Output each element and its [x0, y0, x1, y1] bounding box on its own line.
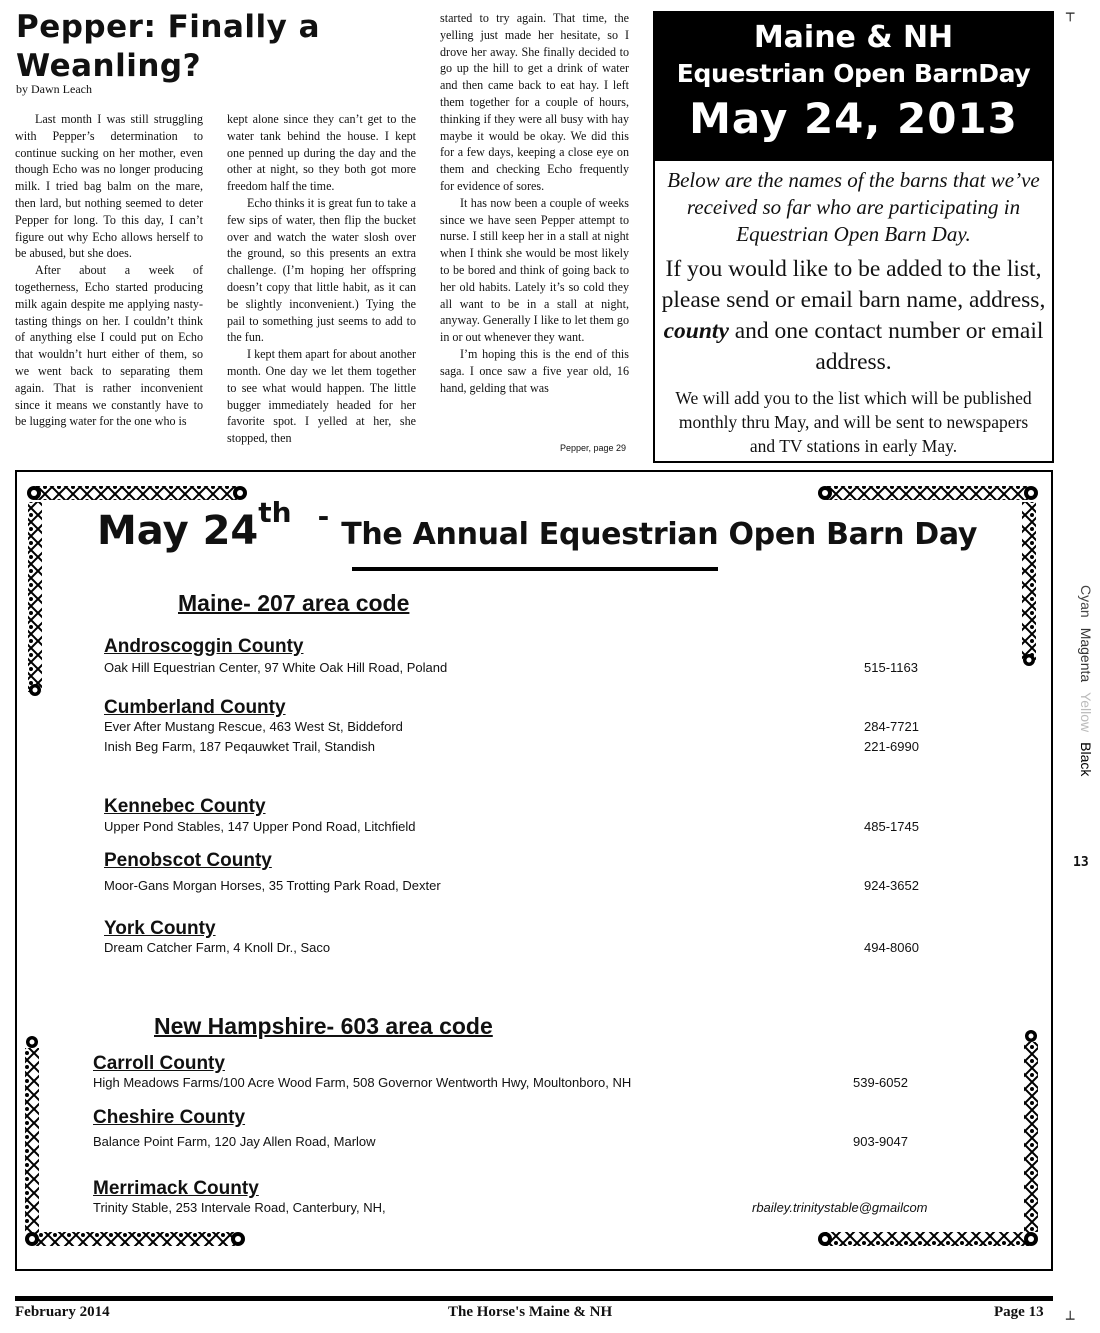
barn-phone: 515-1163 [864, 660, 918, 675]
listing-title-ordinal: th [258, 496, 292, 529]
county-heading: Cumberland County [104, 697, 286, 718]
notice-publish-info [655, 386, 1052, 458]
notice-header-date: May 24, 2013 [689, 94, 1018, 143]
barn-entry: Trinity Stable, 253 Intervale Road, Canterbury, NH, [93, 1200, 386, 1215]
barn-phone: 494-8060 [864, 940, 919, 955]
article-paragraph: It has now been a couple of weeks since we have seen Pepper attempt to nurse. I still keep her in a stall at night when I think she would be most likely to be bored and think of going back to her old habits. Lately it’s so cold they all want to be in a stall at night, anyway. Generally I like to let them go in or out whenever they want. [440, 195, 629, 345]
notice-publish-line: and TV stations in early May. [749, 436, 958, 456]
plate-magenta: Magenta [1078, 627, 1094, 683]
notice-instructions-start: If you would like to be added to the list, please send or email barn name, address, [661, 256, 1046, 313]
continued-on-page: Pepper, page 29 [560, 443, 627, 453]
barn-entry: Inish Beg Farm, 187 Peqauwket Trail, Standish [104, 739, 375, 754]
plate-cyan: Cyan [1078, 585, 1094, 618]
margin-page-number: 13 [1073, 855, 1089, 870]
ornament-bottom-right-icon [815, 1026, 1047, 1256]
listing-title-name: The Annual Equestrian Open Barn Day [341, 517, 978, 552]
open-barn-day-notice [653, 11, 1054, 463]
county-heading: Merrimack County [93, 1178, 259, 1199]
article-paragraph: After about a week of togetherness, Echo started producing milk again despite me applying nasty-tasting things on her. I couldn’t think of anything else I could put on Echo that wouldn’t hurt either of them, so we went back to separating them again. That is rather inconvenient since it means we constantly have to be lugging water for the one who is [15, 263, 203, 429]
barn-phone: 924-3652 [864, 878, 919, 893]
notice-instructions [655, 254, 1052, 378]
footer-page: Page 13 [994, 1304, 1044, 1320]
article-paragraph: kept alone since they can’t get to the water tank behind the house. I kept one penned up during the day and the other at night, so they both got more freedom half the time. [227, 112, 416, 194]
notice-header-line1: Maine & NH [753, 20, 954, 55]
footer-publication: The Horse's Maine & NH [448, 1304, 613, 1320]
notice-publish-line: We will add you to the list which will be published [675, 388, 1032, 408]
listing-title [97, 496, 977, 554]
notice-instructions-county: county [663, 318, 729, 344]
notice-header-line2: Equestrian Open BarnDay [676, 59, 1031, 88]
county-heading: Carroll County [93, 1053, 225, 1074]
article-column-1 [15, 111, 203, 466]
maine-heading: Maine- 207 area code [178, 590, 410, 616]
article-title-line1: Pepper: Finally a [16, 9, 321, 45]
crop-mark-bottom: ┴ [1066, 1312, 1075, 1328]
barn-phone: 903-9047 [853, 1134, 908, 1149]
article-title [16, 8, 426, 86]
title-underline [352, 567, 718, 571]
county-heading: Kennebec County [104, 796, 266, 817]
listing-title-dash: - [317, 500, 330, 533]
article-paragraph: Echo thinks it is great fun to take a few sips of water, then flip the bucket over and watch the water slosh over the ground, so this presents an extra challenge. (I’m hoping her offspring doesn’t copy that little habit, as it can be slightly inconvenient.) Tying the pail to something just seems to add to the fun. [227, 195, 416, 345]
plate-black: Black [1078, 742, 1094, 777]
article-column-3 [440, 10, 629, 440]
county-heading: Penobscot County [104, 850, 272, 871]
footer-date: February 2014 [15, 1304, 110, 1320]
barn-entry: High Meadows Farms/100 Acre Wood Farm, 508 Governor Wentworth Hwy, Moultonboro, NH [93, 1075, 632, 1090]
barn-email: rbailey.trinitystable@gmailcom [752, 1200, 928, 1215]
article-paragraph: I kept them apart for about another month. One day we let them together to see what would happen. The little bugger immediately headed for her favorite spot. I yelled at her, she stopped, then [227, 347, 416, 446]
article-column-2 [227, 111, 416, 466]
article-paragraph: I’m hoping this is the end of this saga. I once saw a five year old, 16 hand, gelding that was [440, 346, 629, 395]
article-paragraph: Last month I was still struggling with Pepper’s determination to continue sucking on her mother, even though Echo was no longer producing milk. I tried bag balm on the mare, then lard, but nothing seemed to deter Pepper for long. To this day, I can’t figure out why Echo allows herself to be abused, but she does. [15, 112, 203, 261]
plate-yellow: Yellow [1078, 692, 1094, 733]
nh-heading: New Hampshire- 603 area code [154, 1013, 493, 1039]
barn-entry: Balance Point Farm, 120 Jay Allen Road, Marlow [93, 1134, 376, 1149]
barn-entry: Ever After Mustang Rescue, 463 West St, Biddeford [104, 719, 403, 734]
county-heading: Cheshire County [93, 1107, 246, 1128]
county-heading: York County [104, 918, 216, 939]
notice-intro: Below are the names of the barns that we’ve received so far who are participating in Equestrian Open Barn Day. [667, 168, 1040, 246]
notice-instructions-end: and one contact number or email address. [728, 318, 1044, 375]
article-title-line2: Weanling? [16, 48, 202, 84]
barn-entry: Dream Catcher Farm, 4 Knoll Dr., Saco [104, 940, 331, 955]
notice-header [655, 13, 1052, 161]
barn-entry: Oak Hill Equestrian Center, 97 White Oak Hill Road, Poland [104, 660, 448, 675]
barn-phone: 221-6990 [864, 739, 919, 754]
footer-rule [15, 1296, 1053, 1301]
barn-phone: 284-7721 [864, 719, 919, 734]
color-plate-marks [1078, 585, 1094, 786]
barn-entry: Moor-Gans Morgan Horses, 35 Trotting Park Road, Dexter [104, 878, 441, 893]
barn-phone: 539-6052 [853, 1075, 908, 1090]
listing-title-date: May 24 [97, 508, 259, 554]
county-heading: Androscoggin County [104, 636, 304, 657]
notice-publish-line: monthly thru May, and will be sent to newspapers [678, 412, 1029, 432]
article-byline: by Dawn Leach [16, 82, 92, 96]
crop-mark-top: ┬ [1066, 6, 1075, 22]
article-paragraph: started to try again. That time, the yelling just made her hesitate, so I drove her away. She finally decided to go up the hill to get a drink of water and then came back to eat hay. I left them together for a couple of hours, thinking if they were all busy with hay maybe it would be okay. We did this for a few days, keeping a close eye on them and checking Echo frequently for evidence of sores. [440, 11, 629, 193]
barn-phone: 485-1745 [864, 819, 919, 834]
barn-entry: Upper Pond Stables, 147 Upper Pond Road, Litchfield [104, 819, 416, 834]
